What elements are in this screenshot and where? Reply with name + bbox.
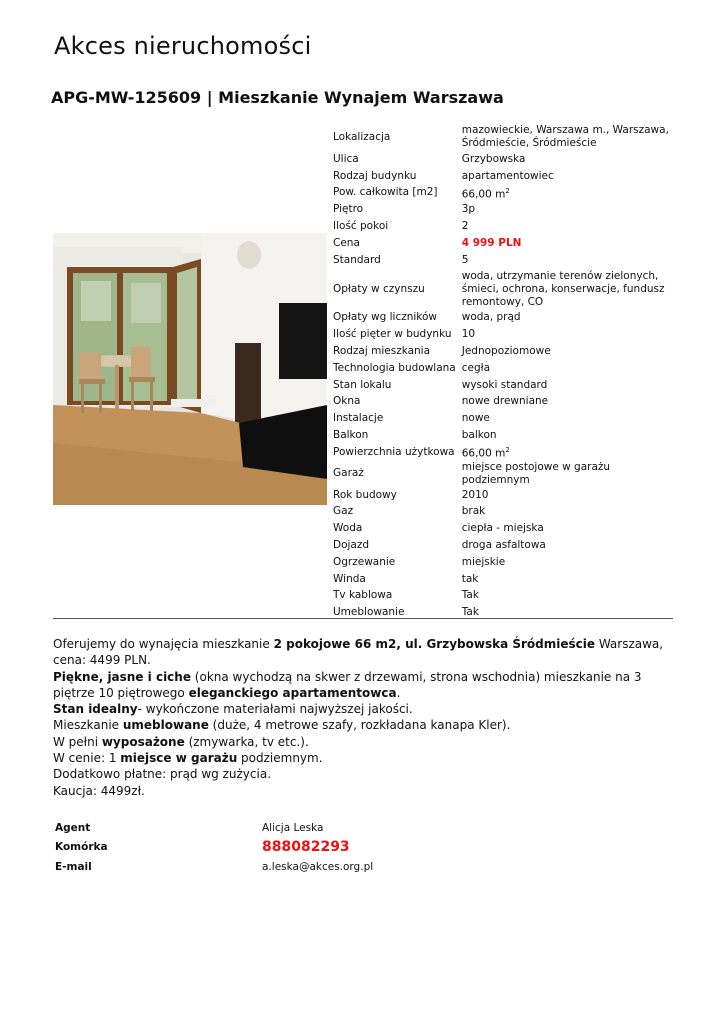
param-label: Standard (333, 253, 381, 266)
property-parameters-table (330, 123, 673, 621)
desc-text: W pełni (53, 734, 102, 749)
param-label: Rodzaj mieszkania (333, 345, 431, 358)
param-value (459, 123, 673, 151)
param-value-text: ciepła - miejska (461, 522, 544, 535)
param-value (459, 377, 673, 394)
param-row (330, 554, 673, 571)
email-address[interactable]: a.leska@akces.org.pl (262, 860, 374, 873)
param-label: Opłaty wg liczników (333, 311, 438, 324)
param-row (330, 123, 673, 151)
desc-bold: wyposażone (101, 734, 185, 749)
divider (53, 618, 673, 619)
param-value-text: 5 (461, 253, 469, 266)
param-value-text: Jednopoziomowe (461, 345, 551, 358)
param-label: Tv kablowa (333, 589, 393, 602)
param-value-text: woda, utrzymanie terenów zielonych, śmieci, ochrona, konserwacje, fundusz remontowy, CO (461, 269, 665, 308)
param-row (330, 151, 673, 168)
param-label: Ulica (333, 152, 359, 165)
param-row (330, 444, 673, 461)
param-label: Rok budowy (333, 488, 397, 501)
desc-bold: eleganckiego apartamentowca (188, 685, 397, 700)
param-value-text: wysoki standard (461, 378, 548, 391)
desc-text: Mieszkanie (53, 718, 123, 733)
param-row (330, 461, 673, 487)
param-label: Instalacje (333, 412, 384, 425)
param-row (330, 252, 673, 269)
param-label: Gaz (333, 505, 354, 518)
param-row (330, 185, 673, 202)
param-value (459, 461, 673, 487)
param-label: Balkon (333, 429, 369, 442)
desc-text: (duże, 4 metrowe szafy, rozkładana kanapa Kler). (208, 718, 511, 733)
param-value (459, 343, 673, 360)
param-row (330, 310, 673, 327)
param-row (330, 504, 673, 521)
param-row (330, 269, 673, 310)
desc-bold: miejsce w garażu (120, 751, 238, 766)
param-row (330, 410, 673, 427)
param-label: Woda (333, 522, 363, 535)
param-label: Pow. całkowita [m2] (333, 186, 438, 199)
param-value-text: mazowieckie, Warszawa m., Warszawa, Śródmieście, Śródmieście (461, 124, 669, 149)
phone-label: Komórka (55, 841, 108, 854)
param-value-text: Grzybowska (461, 152, 526, 165)
param-value (459, 537, 673, 554)
param-row (330, 588, 673, 605)
param-value (459, 326, 673, 343)
param-value-text: 66,00 m (461, 188, 506, 201)
param-label: Ilość pokoi (333, 220, 389, 233)
desc-text: . (396, 685, 401, 700)
desc-text: - wykończone materiałami najwyższej jakości. (137, 702, 413, 717)
desc-extra-fees: Dodatkowo płatne: prąd wg zużycia. (53, 767, 272, 782)
param-label: Lokalizacja (333, 130, 391, 143)
email-label: E-mail (55, 860, 92, 873)
param-row (330, 360, 673, 377)
param-value-text: balkon (461, 429, 497, 442)
param-row (330, 235, 673, 252)
param-label: Umeblowanie (333, 606, 405, 619)
param-value-text: 66,00 m (461, 447, 506, 460)
param-value (459, 571, 673, 588)
param-label: Rodzaj budynku (333, 169, 417, 182)
agent-label: Agent (55, 821, 91, 834)
param-value (459, 201, 673, 218)
contact-row-email (53, 857, 373, 877)
param-label: Ogrzewanie (333, 555, 396, 568)
listing-description (53, 636, 678, 799)
param-value-text: 2 (461, 220, 469, 233)
param-row (330, 168, 673, 185)
param-label: Dojazd (333, 539, 370, 552)
param-value-text: woda, prąd (461, 311, 521, 324)
param-row (330, 537, 673, 554)
agent-name: Alicja Leska (262, 821, 324, 834)
unit-superscript: 2 (505, 186, 510, 195)
desc-text: (okna wychodzą na skwer z drzewami, strona wschodnia) mieszkanie na 3 piętrze 10 piętrowego (53, 669, 642, 700)
agent-contact-table (53, 818, 373, 877)
param-value-text: apartamentowiec (461, 169, 554, 182)
param-label: Powierzchnia użytkowa (333, 445, 455, 458)
param-value (459, 427, 673, 444)
param-row (330, 218, 673, 235)
param-value-text: nowe (461, 412, 490, 425)
param-value (459, 394, 673, 411)
desc-price-line: cena: 4499 PLN. (53, 653, 151, 668)
param-row (330, 427, 673, 444)
price-value (459, 235, 673, 252)
param-value-text: nowe drewniane (461, 395, 549, 408)
param-value (459, 588, 673, 605)
desc-deposit: Kaucja: 4499zł. (53, 783, 145, 798)
param-value (459, 168, 673, 185)
param-label: Opłaty w czynszu (333, 282, 425, 295)
apartment-photo (53, 233, 327, 505)
param-value (459, 218, 673, 235)
param-value (459, 151, 673, 168)
param-value-text: 4 999 PLN (461, 236, 522, 249)
param-label: Cena (333, 236, 360, 249)
desc-text: Oferujemy do wynajęcia mieszkanie (53, 637, 274, 651)
param-row (330, 377, 673, 394)
param-row (330, 343, 673, 360)
param-value-text: miejskie (461, 555, 506, 568)
param-value (459, 444, 673, 461)
param-value-text: droga asfaltowa (461, 539, 546, 552)
desc-bold: umeblowane (122, 718, 209, 733)
param-label: Stan lokalu (333, 378, 392, 391)
param-value (459, 310, 673, 327)
param-value (459, 252, 673, 269)
unit-superscript: 2 (505, 446, 510, 455)
param-row (330, 487, 673, 504)
param-value-text: miejsce postojowe w garażu podziemnym (461, 460, 611, 486)
param-value (459, 554, 673, 571)
company-name: Akces nieruchomości (54, 32, 312, 60)
param-value (459, 185, 673, 202)
param-value-text: 3p (461, 203, 476, 216)
desc-text: Warszawa, (595, 637, 664, 651)
param-row (330, 520, 673, 537)
param-value-text: tak (461, 572, 479, 585)
param-value-text: 2010 (461, 488, 489, 501)
param-label: Winda (333, 572, 366, 585)
desc-text: (zmywarka, tv etc.). (184, 734, 309, 749)
param-row (330, 201, 673, 218)
param-value (459, 410, 673, 427)
param-label: Piętro (333, 203, 364, 216)
param-value-text: brak (461, 505, 486, 518)
param-row (330, 394, 673, 411)
param-value (459, 487, 673, 504)
param-row (330, 326, 673, 343)
param-value-text: cegła (461, 361, 491, 374)
param-label: Technologia budowlana (333, 361, 456, 374)
param-value-text: Tak (461, 606, 479, 619)
param-value-text: Tak (461, 589, 479, 602)
param-value-text: 10 (461, 328, 476, 341)
param-value (459, 504, 673, 521)
param-label: Okna (333, 395, 361, 408)
param-label: Garaż (333, 467, 364, 480)
param-value (459, 520, 673, 537)
listing-title: APG-MW-125609 | Mieszkanie Wynajem Warszawa (51, 88, 504, 107)
param-value (459, 360, 673, 377)
desc-bold: Stan idealny (53, 702, 138, 717)
desc-text: W cenie: 1 (53, 751, 121, 766)
contact-row-phone (53, 838, 373, 858)
param-label: Ilość pięter w budynku (333, 328, 452, 341)
desc-bold: Piękne, jasne i ciche (53, 669, 191, 684)
contact-row-agent (53, 818, 373, 838)
param-value (459, 269, 673, 310)
desc-text: podziemnym. (237, 751, 323, 766)
desc-bold: 2 pokojowe 66 m2, ul. Grzybowska Śródmieście (273, 637, 596, 651)
param-row (330, 571, 673, 588)
phone-number[interactable]: 888082293 (262, 839, 350, 856)
